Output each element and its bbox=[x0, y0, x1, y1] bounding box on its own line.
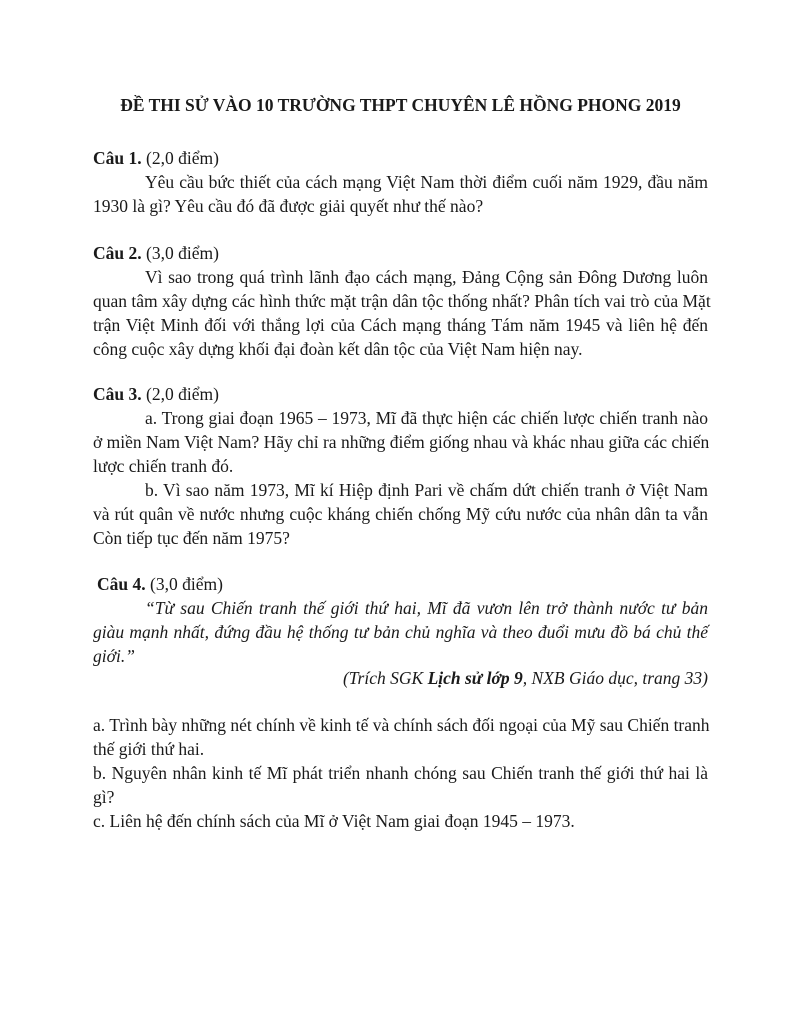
question-3b-line: và rút quân về nước nhưng cuộc kháng chiến chống Mỹ cứu nước của nhân dân ta vẫn bbox=[93, 504, 708, 524]
quote-line: giới.” bbox=[93, 646, 135, 666]
question-2-line: công cuộc xây dựng khối đại đoàn kết dân tộc của Việt Nam hiện nay. bbox=[93, 339, 583, 359]
question-3b-line: b. Vì sao năm 1973, Mĩ kí Hiệp định Pari về chấm dứt chiến tranh ở Việt Nam bbox=[145, 480, 708, 500]
question-4a-line: thế giới thứ hai. bbox=[93, 739, 205, 759]
question-3a-line: ở miền Nam Việt Nam? Hãy chỉ ra những điểm giống nhau và khác nhau giữa các chiến bbox=[93, 432, 710, 452]
question-4b-line: gì? bbox=[93, 787, 115, 807]
question-3-label: Câu 3. bbox=[93, 384, 142, 404]
question-2-line: quan tâm xây dựng các hình thức mặt trận dân tộc thống nhất? Phân tích vai trò của Mặt bbox=[93, 291, 711, 311]
question-3a-line: lược chiến tranh đó. bbox=[93, 456, 234, 476]
question-3-points: (2,0 điểm) bbox=[146, 384, 219, 404]
question-2-label: Câu 2. bbox=[93, 243, 142, 263]
question-3b-line: Còn tiếp tục đến năm 1975? bbox=[93, 528, 290, 548]
question-2-line: trận Việt Minh đối với thắng lợi của Cách mạng tháng Tám năm 1945 và liên hệ đến bbox=[93, 315, 708, 335]
question-2-line: Vì sao trong quá trình lãnh đạo cách mạng, Đảng Cộng sản Đông Dương luôn bbox=[145, 267, 708, 287]
question-2-header bbox=[93, 241, 219, 265]
question-4c-line: c. Liên hệ đến chính sách của Mĩ ở Việt Nam giai đoạn 1945 – 1973. bbox=[93, 811, 575, 831]
question-4b-line: b. Nguyên nhân kinh tế Mĩ phát triển nhanh chóng sau Chiến tranh thế giới thứ hai là bbox=[93, 763, 708, 783]
question-1-header bbox=[93, 146, 219, 170]
question-3a-line: a. Trong giai đoạn 1965 – 1973, Mĩ đã thực hiện các chiến lược chiến tranh nào bbox=[145, 408, 708, 428]
quote-line: giàu mạnh nhất, đứng đầu hệ thống tư bản chủ nghĩa và theo đuổi mưu đồ bá chủ thế bbox=[93, 622, 708, 642]
exam-title: ĐỀ THI SỬ VÀO 10 TRƯỜNG THPT CHUYÊN LÊ HỒNG PHONG 2019 bbox=[120, 95, 681, 115]
citation-prefix: (Trích SGK bbox=[342, 668, 428, 688]
citation-book: Lịch sử lớp 9 bbox=[427, 668, 523, 688]
question-1-line: 1930 là gì? Yêu cầu đó đã được giải quyết như thế nào? bbox=[93, 196, 484, 216]
question-2-points: (3,0 điểm) bbox=[146, 243, 219, 263]
question-1-line: Yêu cầu bức thiết của cách mạng Việt Nam thời điểm cuối năm 1929, đầu năm bbox=[145, 172, 708, 192]
quote-line: “Từ sau Chiến tranh thế giới thứ hai, Mĩ đã vươn lên trở thành nước tư bản bbox=[145, 598, 708, 618]
question-4-label: Câu 4. bbox=[97, 574, 146, 594]
citation-suffix: , NXB Giáo dục, trang 33) bbox=[522, 668, 708, 688]
question-4-header bbox=[97, 572, 223, 596]
question-1-points: (2,0 điểm) bbox=[146, 148, 219, 168]
quote-citation bbox=[343, 666, 708, 690]
question-4a-line: a. Trình bày những nét chính về kinh tế và chính sách đối ngoại của Mỹ sau Chiến tranh bbox=[93, 715, 710, 735]
question-4-points: (3,0 điểm) bbox=[150, 574, 223, 594]
question-3-header bbox=[93, 382, 219, 406]
question-1-label: Câu 1. bbox=[93, 148, 142, 168]
